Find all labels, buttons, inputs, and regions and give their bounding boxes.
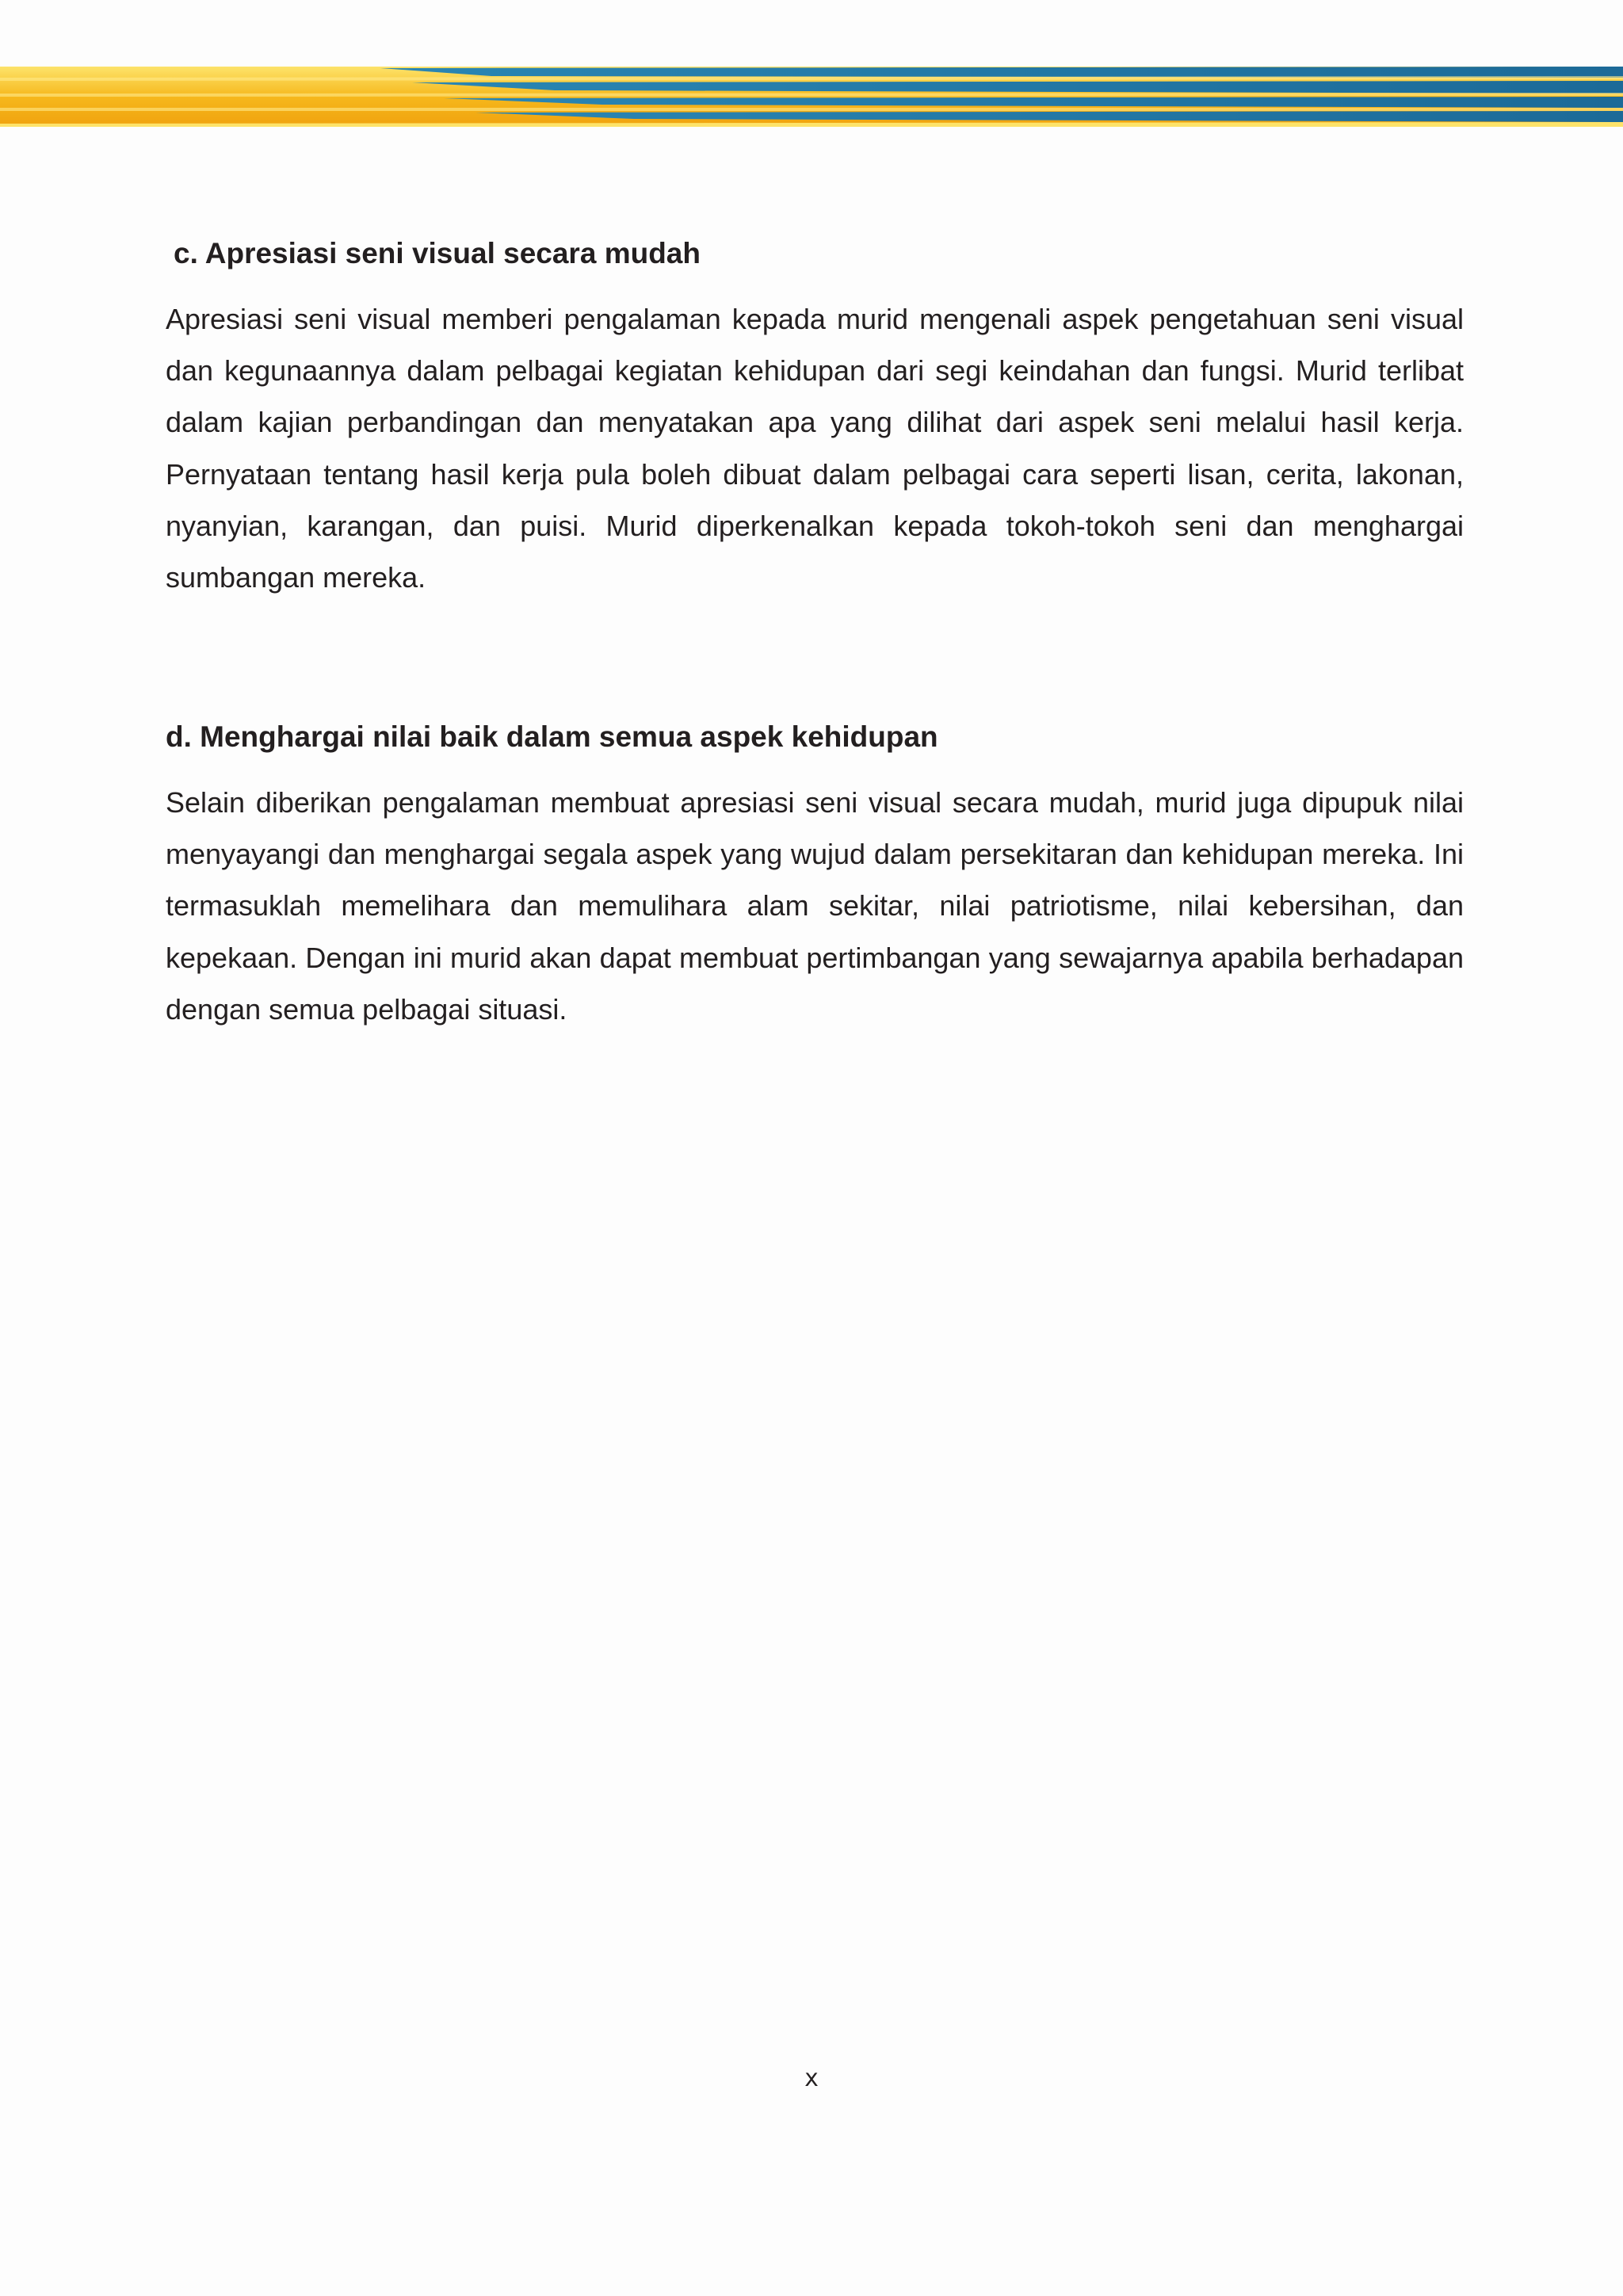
section-d <box>166 713 1464 1035</box>
header-decorative-band <box>0 63 1623 130</box>
section-c <box>166 230 1464 603</box>
section-body-c: Apresiasi seni visual memberi pengalaman kepada murid mengenali aspek pengetahuan seni visual dan kegunaannya dalam pelbagai kegiatan kehidupan dari segi keindahan dan fungsi. Murid terlibat dalam kajian perbandingan dan menyatakan apa yang dilihat dari aspek seni melalui hasil kerja. Pernyataan tentang hasil kerja pula boleh dibuat dalam pelbagai cara seperti lisan, cerita, lakonan, nyanyian, karangan, dan puisi. Murid diperkenalkan kepada tokoh-tokoh seni dan menghargai sumbangan mereka. <box>166 303 1464 594</box>
section-body-d: Selain diberikan pengalaman membuat apresiasi seni visual secara mudah, murid juga dipupuk nilai menyayangi dan menghargai segala aspek yang wujud dalam persekitaran dan kehidupan mereka. Ini termasuklah memelihara dan memulihara alam sekitar, nilai patriotisme, nilai kebersihan, dan kepekaan. Dengan ini murid akan dapat membuat pertimbangan yang sewajarnya apabila berhadapan dengan semua pelbagai situasi. <box>166 786 1464 1026</box>
section-heading-c: c. Apresiasi seni visual secara mudah <box>174 237 701 269</box>
section-heading-d: d. Menghargai nilai baik dalam semua aspek kehidupan <box>166 720 938 753</box>
page-number: x <box>804 2065 819 2092</box>
